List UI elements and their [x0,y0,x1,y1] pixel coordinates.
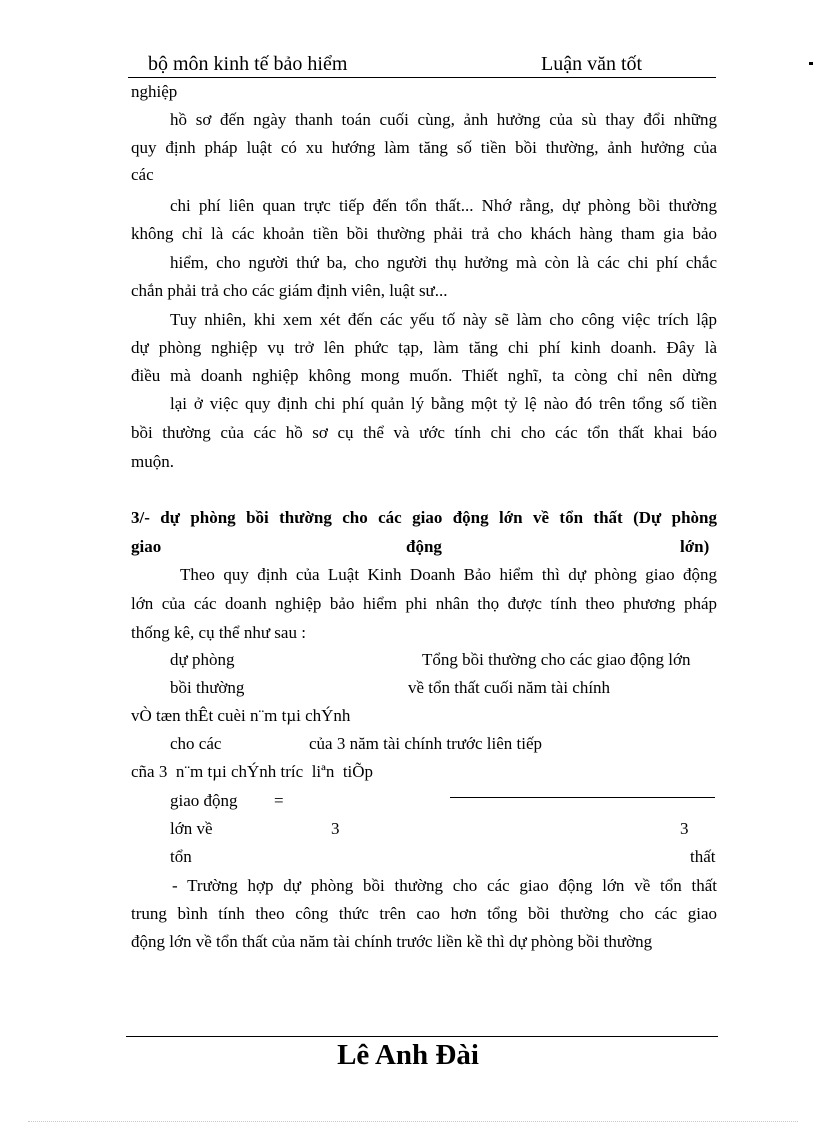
body-line-5: chi phí liên quan trực tiếp đến tổn thất... Nhớ rằng, dự phòng bồi thường [170,196,717,215]
section-para-line-2: lớn của các doanh nghiệp bảo hiểm phi nhân thọ được tính theo phương pháp [131,594,717,613]
body-line-11: điều mà doanh nghiệp không mong muốn. Thiết nghĩ, ta còng chỉ nên dừng [131,366,717,385]
body-line-14: muộn. [131,452,174,471]
formula-left-4: giao động [170,791,238,810]
body-line-9: Tuy nhiên, khi xem xét đến các yếu tố này sẽ làm cho công việc trích lập [170,310,717,329]
body-line-8: chắn phải trả cho các giám định viên, luật sư... [131,281,448,300]
formula-left-6: tổn [170,847,192,866]
formula-left-3: cho các [170,734,222,753]
formula-denominator-right: 3 [680,819,689,838]
body-line-2: hồ sơ đến ngày thanh toán cuối cùng, ảnh hưởng của sù thay đổi những [170,110,717,129]
header-rule [128,77,716,78]
body-line-13: bồi thường của các hồ sơ cụ thể và ước tính chi cho các tổn thất khai báo [131,423,717,442]
formula-denominator-left: 3 [331,819,340,838]
footer-author-name: Lê Anh Đài [337,1039,479,1071]
formula-numerator-2: về tổn thất cuối năm tài chính [408,678,611,697]
formula-left-5: lớn về [170,819,213,838]
body-line-12: lại ở việc quy định chi phí quản lý bằng một tỷ lệ nào đó trên tổng số tiền [170,394,717,413]
section-para-line-3: thống kê, cụ thể như sau : [131,623,306,642]
garbled-text-line-2: cña 3 n¨m tµi chÝnh tríc liªn tiÕp [131,762,374,781]
closing-line-3: động lớn về tổn thất của năm tài chính trước liền kề thì dự phòng bồi thường [131,932,653,951]
body-line-1: nghiệp [131,82,178,101]
formula-numerator-1: Tổng bồi thường cho các giao động lớn [422,650,691,669]
formula-right-word: thất [690,847,716,866]
section-heading-word-giao: giao [131,537,162,556]
formula-numerator-3: của 3 năm tài chính trước liên tiếp [309,734,542,753]
section-heading-line-1: 3/- dự phòng bồi thường cho các giao động lớn về tổn thất (Dự phòng [131,508,717,527]
section-heading-word-lon: lớn) [680,537,710,556]
body-line-3: quy định pháp luật có xu hướng làm tăng số tiền bồi thường, ảnh hưởng của [131,138,717,157]
section-heading-word-dong: động [406,537,442,556]
body-line-6: không chỉ là các khoản tiền bồi thường phải trả cho khách hàng tham gia bảo [131,224,717,243]
fraction-bar [450,797,715,798]
corner-mark [809,62,813,65]
footer-rule [126,1036,718,1037]
formula-equals-sign: = [274,791,284,810]
body-line-10: dự phòng nghiệp vụ trở lên phức tạp, làm tăng chi phí kinh doanh. Đây là [131,338,717,357]
closing-line-1: - Trường hợp dự phòng bồi thường cho các giao động lớn về tổn thất [172,876,717,895]
section-para-line-1: Theo quy định của Luật Kinh Doanh Bảo hiểm thì dự phòng giao động [180,565,717,584]
formula-left-1: dự phòng [170,650,235,669]
closing-line-2: trung bình tính theo công thức trên cao hơn tổng bồi thường cho các giao [131,904,717,923]
formula-left-2: bồi thường [170,678,245,697]
garbled-text-line-1: vÒ tæn thÊt cuèi n¨m tµi chÝnh [131,706,351,725]
body-line-7: hiểm, cho người thứ ba, cho người thụ hưởng mà còn là các chi phí chắc [170,253,717,272]
body-line-4: các [131,165,154,184]
header-left-title: bộ môn kinh tế bảo hiểm [148,53,348,75]
page-bottom-dotted-border [28,1121,798,1122]
header-right-title: Luận văn tốt [541,53,643,75]
